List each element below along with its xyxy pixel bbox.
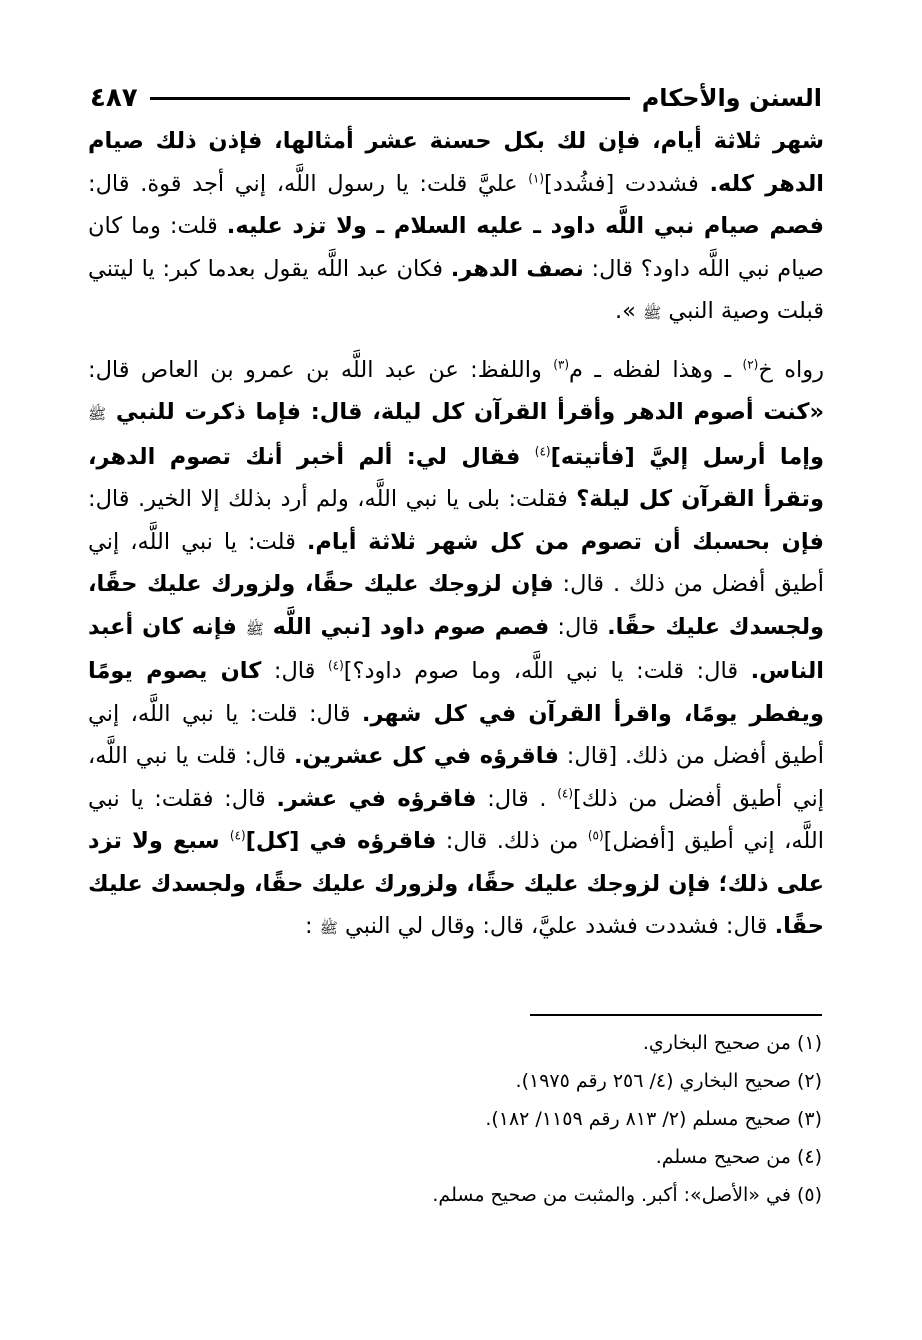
paragraph-1 [88,120,824,335]
narration-text: ». [614,298,644,324]
narration-text: فقلت: بلى يا نبي اللَّه، ولم أرد بذلك إلا الخير. قال: [88,486,577,512]
narration-text: قال: قلت: يا نبي اللَّه، إني أطيق أفضل من ذلك. [قال: [88,700,824,769]
page-number: ٤٨٧ [90,83,138,113]
narration-text: ـ وهذا لفظه ـ م [569,356,743,383]
narration-text: قلت: يا نبي اللَّه، إني أطيق أفضل من ذلك . قال: [88,528,824,597]
hadith-text: فإن لزوجك عليك حقًا، ولزورك عليك حقًا، ولجسدك عليك حقًا. [88,571,825,640]
hadith-text: فاقرؤه في [كل] [245,828,437,854]
narration-text: فشددت [فشُدد] [544,170,699,197]
narration-text: قال: قلت: يا نبي اللَّه، وما صوم داود؟] [343,658,751,684]
paragraph-2 [88,349,824,950]
hadith-text: فإنه كان أعبد الناس. [88,613,825,684]
hadith-text: شهر ثلاثة أيام، فإن لك بكل حسنة عشر أمثالها، فإذن ذلك صيام الدهر كله. [88,128,824,197]
pbuh-glyph: ﷺ [245,619,264,638]
running-title: السنن والأحكام [641,84,822,112]
footnote-5: (٥) في «الأصل»: أكبر. والمثبت من صحيح مسلم. [432,1184,822,1206]
footnote-ref: (١) [528,171,545,185]
narration-text: قال: [261,658,328,684]
header-rule [150,97,630,100]
hadith-text: فصم صوم داود [نبي اللَّه [263,613,550,640]
footnote-ref: (٢) [742,357,759,371]
pbuh-glyph: ﷺ [643,304,662,322]
hadith-text: فاقرؤه في كل عشرين. [293,743,559,769]
footnote-ref: (٤) [557,786,574,800]
footnote-ref: (٤) [229,828,246,843]
narration-text: قال: [549,613,608,640]
narration-text: قال: قلت يا نبي اللَّه، إني أطيق أفضل من ذلك] [88,743,824,812]
page-header [90,78,822,118]
hadith-text: فصم صيام نبي اللَّه داود ـ عليه السلام ـ ولا تزد عليه. [226,213,824,239]
hadith-text: سبع ولا تزد على ذلك؛ فإن لزوجك عليك حقًا، ولزورك عليك حقًا، ولجسدك عليك حقًا. [88,828,824,939]
hadith-text: كان يصوم يومًا ويفطر يومًا، واقرأ القرآن في كل شهر. [88,658,824,727]
pbuh-glyph: ﷺ [88,405,107,423]
hadith-text: فقال لي: [392,443,535,470]
narration-text: فكان عبد اللَّه يقول بعدما كبر: يا ليتني قبلت وصية النبي [88,255,824,324]
narration-text: عليَّ قلت: يا رسول اللَّه، إني أجد قوة. قال: [88,170,529,197]
footnote-separator [530,1014,822,1016]
footnote-2: (٢) صحيح البخاري (٤/ ٢٥٦ رقم ١٩٧٥). [515,1070,822,1092]
footnote-ref: (٤) [534,444,551,458]
footnote-4: (٤) من صحيح مسلم. [655,1146,822,1168]
narration-text: . قال: [476,785,558,812]
hadith-text: وإما أرسل إليَّ [فأتيته] [550,443,824,470]
narration-text: قال: فقلت: يا نبي اللَّه، إني أطيق [أفضل] [88,785,824,854]
footnotes [200,1024,822,1214]
footnote-ref: (٥) [587,828,604,843]
narration-text: قال: فشددت فشدد عليَّ، قال: وقال لي النبي [337,913,775,939]
hadith-text: فإن بحسبك أن تصوم من كل شهر ثلاثة أيام. [306,528,824,555]
footnote-ref: (٤) [327,658,344,673]
narration-text: من ذلك. قال: [436,828,588,854]
footnote-1: (١) من صحيح البخاري. [642,1032,822,1054]
hadith-text: فاقرؤه في عشر. [276,785,477,812]
narration-text: واللفظ: عن عبد اللَّه بن عمرو بن العاص قال: [88,356,554,383]
footnote-3: (٣) صحيح مسلم (٢/ ٨١٣ رقم ١١٥٩/ ١٨٢). [485,1108,822,1130]
main-text [88,120,824,950]
footnote-ref: (٣) [553,357,570,371]
hadith-text: ألم أخبر أنك تصوم الدهر، وتقرأ القرآن كل ليلة؟ [88,443,824,512]
narration-text: : [305,913,320,939]
narration-text: قلت: وما كان صيام نبي اللَّه داود؟ قال: [88,213,824,282]
pbuh-glyph: ﷺ [319,919,338,937]
hadith-text: نصف الدهر. [450,255,584,282]
narration-text: رواه خ [758,356,824,383]
hadith-text: «كنت أصوم الدهر وأقرأ القرآن كل ليلة، قال: فإما ذكرت للنبي [106,399,824,425]
